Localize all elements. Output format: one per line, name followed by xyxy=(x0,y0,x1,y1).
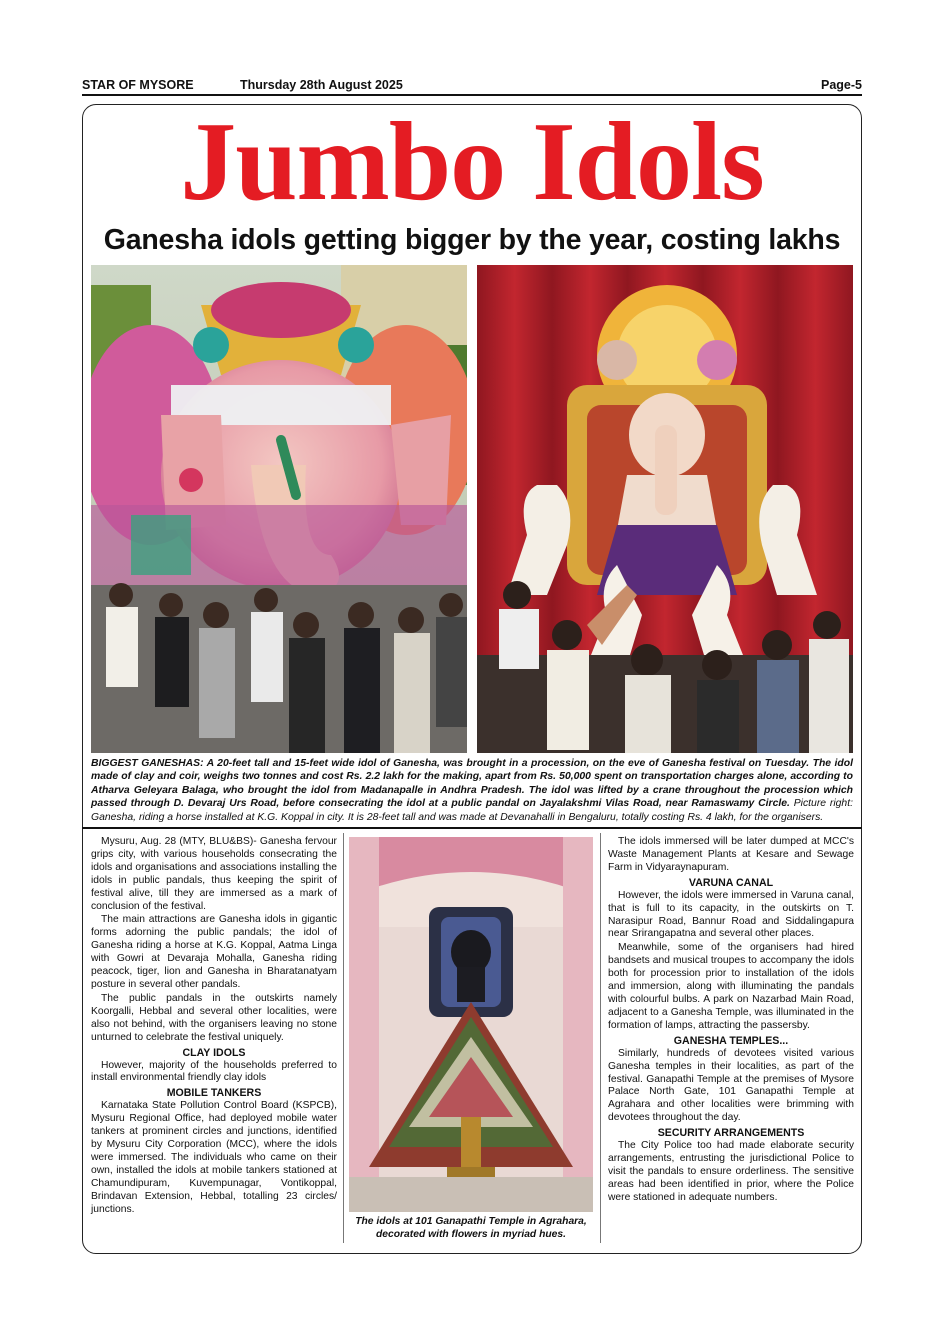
section-heading: CLAY IDOLS xyxy=(182,1046,246,1059)
page-subtitle: Ganesha idols getting bigger by the year, costing lakhs xyxy=(103,224,841,256)
caption-divider xyxy=(82,827,862,829)
page-title: Jumbo Idols xyxy=(180,100,764,224)
paragraph: The public pandals in the outskirts namely Koorgalli, Hebbal and several other localities, were also not behind, with the organisers leaving no stone unturned to celebrate the festival uniquely. xyxy=(91,992,337,1043)
paragraph: However, the idols were immersed in Varuna canal, that is full to its capacity, in the outskirts on T. Narasipur Road, Bannur Road and Siddalingapura near Srirangapatna and several other places. xyxy=(608,889,854,940)
ganesha-procession-photo xyxy=(91,265,467,753)
caption-plain-text: Picture right: Ganesha, riding a horse installed at K.G. Koppal in city. It is 28-feet tall and was made at Devanahalli in Bengaluru, totally costing Rs. 4 lakh, for the organisers. xyxy=(91,798,853,823)
article-column-1 xyxy=(91,836,337,1217)
section-heading: MOBILE TANKERS xyxy=(166,1087,262,1100)
page-header xyxy=(82,74,862,94)
temple-photo-caption: The idols at 101 Ganapathi Temple in Agrahara, decorated with flowers in myriad hues. xyxy=(355,1216,587,1241)
section-heading: VARUNA CANAL xyxy=(688,876,774,889)
article-column-3 xyxy=(608,836,854,1206)
section-heading: SECURITY ARRANGEMENTS xyxy=(657,1127,805,1140)
caption-bold-text: A 20-feet tall and 15-feet wide idol of Ganesha, was brought in a procession, on the eve of Ganesha festival on Tuesday. The idol made of clay and coir, weighs two tonnes and cost Rs. 2.2 lakh for the making, apart from Rs. 50,000 spent on transportation charges alone, according to Atharva Geleyara Balaga, who brought the idol from Madanapalle in Andhra Pradesh. The idol was lifted by a crane throughout the procession which passed through D. Devaraj Urs Road, before consecrating the idol at a public pandal on Jayalakshmi Vilas Road, near Ramaswamy Circle. xyxy=(91,758,853,810)
paragraph: Meanwhile, some of the organisers had hired bandsets and musical troupes to accompany the idols both for procession prior to installation of the idols and immersion, along with illuminating the pandals with colourful bulbs. A park on Nazarbad Main Road, adjacent to a Ganesha Temple, was illuminated in the formation of lamps, attracting the passersby. xyxy=(608,942,854,1031)
paragraph: The idols immersed will be later dumped at MCC's Waste Management Plants at Kesare and Sewage Farm in Vidyaraynapuram. xyxy=(608,836,854,873)
page-number: Page-5 xyxy=(821,78,862,92)
column-divider xyxy=(343,833,344,1243)
temple-flowers-photo xyxy=(349,837,593,1212)
paragraph: Similarly, hundreds of devotees visited various Ganesha temples in their localities, as part of the festival. Ganapathi Temple at the premises of Mysore Palace North Gate, 101 Ganapathi Temple at Agrahara and other localities were brimming with devotees throughout the day. xyxy=(608,1047,854,1124)
paragraph: The City Police too had made elaborate security arrangements, entrusting the jurisdictional Police to visit the pandals to ensure orderliness. The sensitive areas had been identified in prior, where the Police were stationed in adequate numbers. xyxy=(608,1140,854,1203)
newspaper-name: STAR OF MYSORE xyxy=(82,78,194,92)
issue-date: Thursday 28th August 2025 xyxy=(240,78,403,92)
column-divider xyxy=(600,833,601,1243)
section-heading: GANESHA TEMPLES... xyxy=(673,1034,789,1047)
header-divider xyxy=(82,94,862,96)
paragraph: However, majority of the households preferred to install environmental friendly clay idols xyxy=(91,1059,337,1084)
caption-label: BIGGEST GANESHAS: xyxy=(91,758,204,769)
paragraph: Mysuru, Aug. 28 (MTY, BLU&BS)- Ganesha fervour grips city, with various households consecrating the idols and organisations and associations installing the idols in public pandals, thus keeping the spirit of festival alive, till they are immersed as a mark of conclusion of the festival. xyxy=(91,836,337,912)
paragraph: The main attractions are Ganesha idols in gigantic forms adorning the public pandals; the idol of Ganesha riding a horse at K.G. Koppal, Aatma Linga with Gowri at Devaraja Mohalla, Ganesha riding peacock, tiger, lion and Ganesha in Bharatanatyam posture in several other pandals. xyxy=(91,914,337,990)
photo-caption xyxy=(91,757,853,824)
ganesha-horse-idol-photo xyxy=(477,265,853,753)
paragraph: Karnataka State Pollution Control Board (KSPCB), Mysuru Regional Office, had deployed mobile water tankers at prominent circles and junctions, identified by Mysuru City Corporation (MCC), where the idols were immersed. The individuals who came on their own, installed the idols at mobile tankers stationed at Chamundipuram, Kuvempunagar, Vontikoppal, Brindavan Extension, Hebbal, totalling 23 circles/ junctions. xyxy=(91,1100,337,1215)
